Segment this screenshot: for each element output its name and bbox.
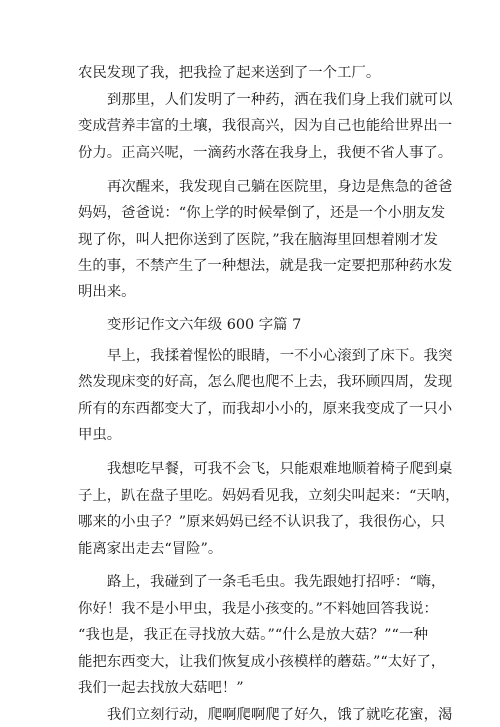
text-line: 早上，我揉着惺忪的眼睛，一不小心滚到了床下。我突: [107, 348, 453, 364]
text-line: 现了你，叫人把你送到了医院，”我在脑海里回想着刚才发: [78, 232, 438, 248]
section-heading: 变形记作文六年级 600 字篇 7: [107, 317, 302, 333]
text-line: 路上，我碰到了一条毛毛虫。我先跟她打招呼：“嗨，: [107, 574, 446, 590]
text-line: 再次醒来，我发现自己躺在医院里，身边是焦急的爸爸: [107, 179, 453, 195]
text-line: 能离家出走去“冒险”。: [78, 541, 223, 557]
text-line: 然发现床变的好高，怎么爬也爬不上去，我环顾四周，发现: [78, 374, 453, 390]
text-line: 甲虫。: [78, 427, 122, 443]
text-line: 变成营养丰富的土壤，我很高兴，因为自己也能给世界出一: [78, 118, 453, 134]
text-line: “我也是，我正在寻找放大菇。”“什么是放大菇？”“一种: [78, 627, 428, 643]
text-line: 到那里，人们发明了一种药，洒在我们身上我们就可以: [107, 92, 453, 108]
text-line: 能把东西变大，让我们恢复成小孩模样的蘑菇。”“太好了，: [78, 654, 446, 670]
text-line: 我们一起去找放大菇吧！”: [78, 680, 244, 696]
text-line: 所有的东西都变大了，而我却小小的，原来我变成了一只小: [78, 401, 453, 417]
text-line: 哪来的小虫子？”原来妈妈已经不认识我了，我很伤心，只: [78, 514, 446, 530]
text-line: 妈妈，爸爸说：“你上学的时候晕倒了，还是一个小朋友发: [78, 205, 446, 221]
text-line: 子上，趴在盘子里吃。妈妈看见我，立刻尖叫起来：“天呐，: [78, 488, 460, 504]
text-line: 我想吃早餐，可我不会飞，只能艰难地顺着椅子爬到桌: [107, 461, 453, 477]
text-line: 农民发现了我，把我捡了起来送到了一个工厂。: [78, 65, 381, 81]
text-line: 生的事，不禁产生了一种想法，就是我一定要把那种药水发: [78, 258, 453, 274]
text-line: 你好！我不是小甲虫，我是小孩变的。”不料她回答我说：: [78, 601, 438, 617]
text-line: 明出来。: [78, 284, 136, 300]
text-line: 份力。正高兴呢，一滴药水落在我身上，我便不省人事了。: [78, 145, 453, 161]
text-line: 我们立刻行动，爬啊爬啊爬了好久，饿了就吃花蜜，渴: [107, 707, 453, 723]
